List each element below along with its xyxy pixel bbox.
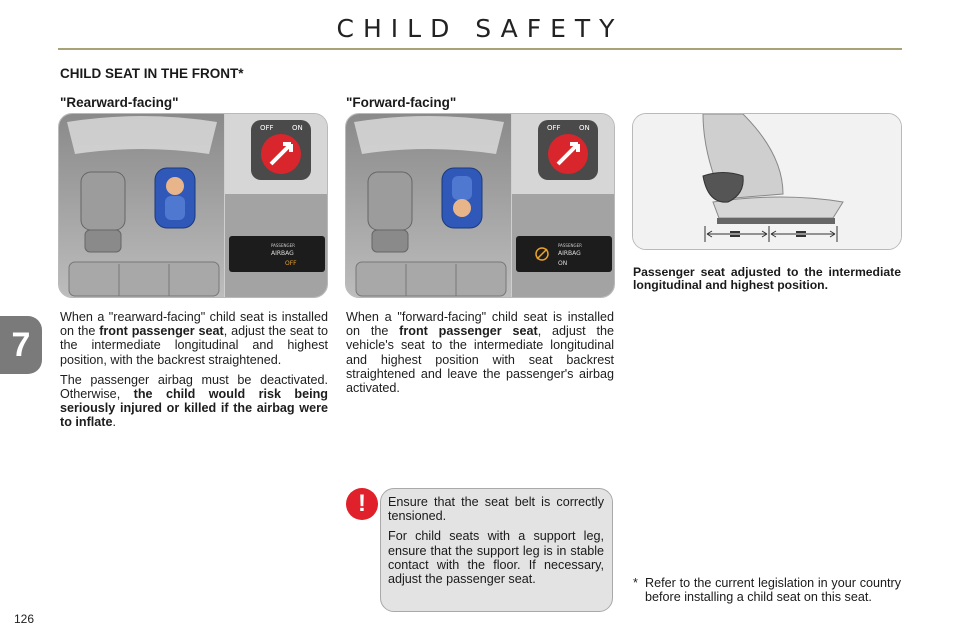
airbag-switch-icon <box>251 120 311 180</box>
header-divider <box>58 48 902 50</box>
rear-left-seat-icon <box>81 172 125 252</box>
warning-icon: ! <box>346 488 378 520</box>
indicator-state: ON <box>558 260 568 267</box>
page-number: 126 <box>14 612 35 626</box>
switch-on-label: ON <box>579 124 590 132</box>
indicator-line1: PASSENGER <box>271 243 295 248</box>
footnote-marker: * <box>633 576 638 590</box>
section-title: CHILD SEAT IN THE FRONT* <box>60 66 244 81</box>
airbag-switch-icon <box>538 120 598 180</box>
page-title: CHILD SAFETY <box>336 14 624 43</box>
seat-adjust-illustration <box>632 113 902 250</box>
chapter-tab: 7 <box>0 316 42 374</box>
warning-box <box>380 488 613 612</box>
switch-off-label: OFF <box>260 124 274 132</box>
forward-heading: "Forward-facing" <box>346 95 457 110</box>
rearward-text <box>60 310 328 436</box>
child-seat-icon <box>442 168 482 228</box>
rearward-paragraph-1: When a "rearward-facing" child seat is installed on the front passenger seat, adjust the seat to the intermediate longitudinal and highest position, with the backrest straightened. <box>60 310 328 367</box>
warning-paragraph-1: Ensure that the seat belt is correctly tensioned. <box>388 495 604 524</box>
footnote <box>633 576 901 604</box>
switch-off-label: OFF <box>547 124 561 132</box>
rearward-illustration <box>58 113 328 298</box>
indicator-state: OFF <box>285 260 297 267</box>
forward-illustration <box>345 113 615 298</box>
indicator-line2: AIRBAG <box>271 250 294 257</box>
switch-on-label: ON <box>292 124 303 132</box>
rearward-paragraph-2: The passenger airbag must be deactivated. Otherwise, the child would risk being seriously injured or killed if the airbag were to inflate. <box>60 372 328 430</box>
forward-text <box>346 310 614 401</box>
warning-paragraph-2: For child seats with a support leg, ensure that the support leg is in stable contact with the floor. If necessary, adjust the passenger seat. <box>388 529 604 587</box>
forward-paragraph-1: When a "forward-facing" child seat is installed on the front passenger seat, adjust the vehicle's seat to the intermediate longitudinal and highest position with seat backrest straightened and leave the passenger's airbag activated. <box>346 310 614 396</box>
indicator-line1: PASSENGER <box>558 243 582 248</box>
indicator-line2: AIRBAG <box>558 250 581 257</box>
seat-caption: Passenger seat adjusted to the intermediate longitudinal and highest position. <box>633 265 901 293</box>
child-seat-icon <box>155 168 195 228</box>
rear-left-seat-icon <box>368 172 412 252</box>
rearward-heading: "Rearward-facing" <box>60 95 179 110</box>
footnote-text: Refer to the current legislation in your country before installing a child seat on this seat. <box>645 576 901 604</box>
